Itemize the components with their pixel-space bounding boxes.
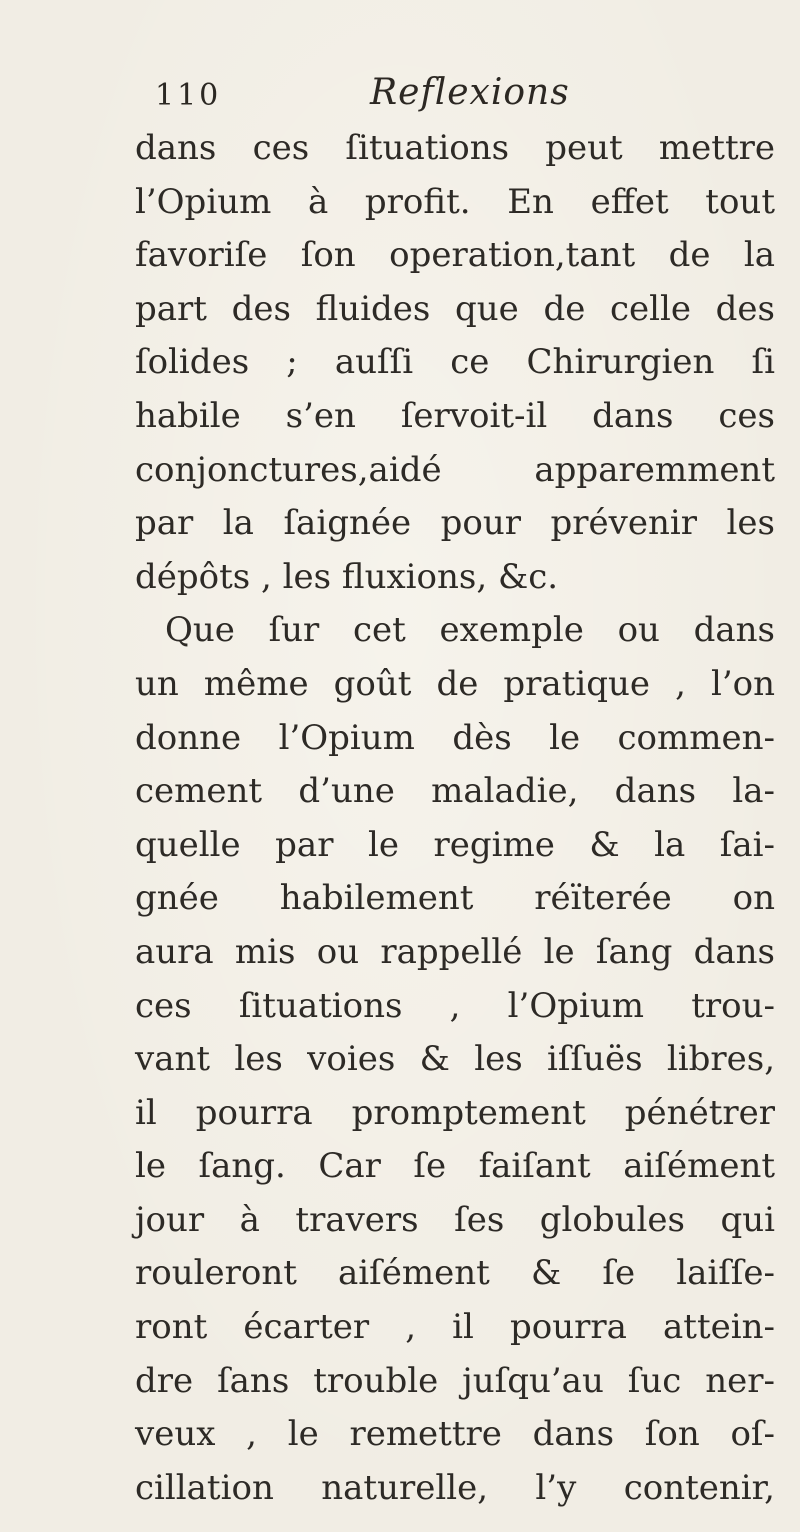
text-line: par la ſaignée pour prévenir les [135, 503, 775, 544]
text-line: quelle par le regime & la ſai- [135, 824, 775, 865]
text-line: gnée habilement réïterée on [135, 878, 775, 919]
text-line: un même goût de pratique , l’on [135, 663, 775, 704]
text-line: aura mis ou rappellé le ſang dans [135, 931, 775, 972]
text-line: cillation naturelle, l’y contenir, [135, 1467, 775, 1508]
text-line: favoriſe ſon operation,tant de la [135, 235, 775, 276]
text-line: ſolides ; auſſi ce Chirurgien ſi [135, 342, 775, 383]
page-number: 110 [155, 78, 222, 113]
running-head: Reflexions [370, 72, 570, 113]
text-line: vant les voies & les iſſuës libres, [135, 1039, 775, 1080]
page-header [155, 72, 755, 122]
text-line: donne l’Opium dès le commen- [135, 717, 775, 758]
text-line: part des fluides que de celle des [135, 288, 775, 329]
text-line: habile s’en ſervoit-il dans ces [135, 395, 775, 436]
text-line: conjonctures,aidé apparemment [135, 449, 775, 490]
body-text [135, 122, 775, 1515]
text-line: il pourra promptement pénétrer [135, 1092, 775, 1133]
paragraph-start-line: Que ſur cet exemple ou dans [165, 610, 775, 651]
text-line: dépôts , les fluxions, &c. [135, 556, 559, 597]
text-line: cement d’une maladie, dans la- [135, 771, 775, 812]
text-line: dans ces ſituations peut mettre [135, 128, 775, 168]
text-line: l’Opium à profit. En effet tout [135, 181, 775, 222]
text-line: ront écarter , il pourra attein- [135, 1307, 775, 1348]
text-line: le ſang. Car ſe faiſant aiſément [135, 1146, 775, 1187]
text-line: jour à travers ſes globules qui [135, 1199, 775, 1240]
text-line: dre ſans trouble juſqu’au ſuc ner- [135, 1360, 775, 1401]
text-line: rouleront aiſément & ſe laiſſe- [135, 1253, 775, 1294]
text-line: ces ſituations , l’Opium trou- [135, 985, 775, 1026]
text-line: veux , le remettre dans ſon oſ- [135, 1414, 775, 1455]
